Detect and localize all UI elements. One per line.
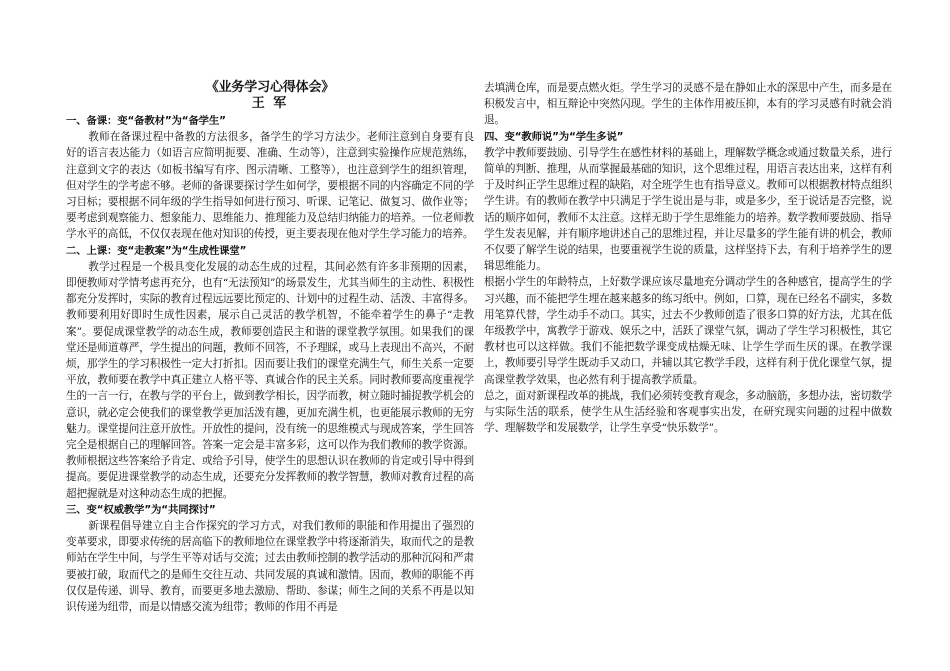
section-4-paragraph-2: 根据小学生的年龄特点，上好数学课应该尽量地充分调动学生的各种感官，提高学生的学习兴趣，而不能把学生埋在越来越多的练习纸中。例如，口算，现在已经名不副实，多数用笔算代替，学生动手不动口。其实，过去不少教师创造了很多口算的好方法，尤其在低年级教学中，寓教学于游戏、娱乐之中，活跃了课堂气氛，调动了学生学习积极性，其它教材也可以这样做。我们不能把数学课变成枯燥无味、让学生学而生厌的课。在教学课上，教师要引导学生既动手又动口，并辅以其它教学手段，这样有利于优化课堂气氛，提高课堂教学效果，也必然有利于提高教学质量。 bbox=[484, 276, 892, 386]
section-1-paragraph: 教师在备课过程中备教的方法很多，备学生的学习方法少。老师注意到自身要有良好的语言表达能力（如语言应简明扼要、准确、生动等），注意到实验操作应规范熟练，注意到文字的表达（如板书编写有序、图示清晰、工整等），也注意到学生的组织管理，但对学生的学考虑不够。老师的备课要探讨学生如何学，要根据不同的内容确定不同的学习目标；要根据不同年级的学生指导如何进行预习、听课、记笔记、做复习、做作业等；要考虑到观察能力、想象能力、思维能力、推理能力及总结归纳能力的培养。一位老师教学水平的高低，不仅仅表现在他对知识的传授，更主要表现在他对学生学习能力的培养。 bbox=[66, 131, 474, 241]
section-4-paragraph-3: 总之，面对新课程改革的挑战，我们必须转变教育观念，多动脑筋，多想办法，密切数学与实际生活的联系，使学生从生活经验和客观事实出发，在研究现实问题的过程中做数学、理解数学和发展数学，让学生享受“快乐数学”。 bbox=[484, 389, 892, 435]
left-column bbox=[66, 80, 474, 615]
section-4-paragraph-1: 教学中教师要鼓励、引导学生在感性材料的基础上，理解数学概念或通过数量关系，进行简单的判断、推理，从而掌握最基础的知识，这个思维过程，用语言表达出来，这样有利于及时纠正学生思维过程的缺陷，对全班学生也有指导意义。教师可以根据教材特点组织学生讲。有的教师在教学中只满足于学生说出是与非，或是多少，至于说话是否完整，说话的顺序如何，教师不太注意。这样无助于学生思维能力的培养。数学教师要鼓励、指导学生发表见解，并有顺序地讲述自己的思维过程，并让尽量多的学生能有讲的机会，教师不仅要了解学生说的结果，也要重视学生说的质量，这样坚持下去，有利于培养学生的逻辑思维能力。 bbox=[484, 146, 892, 273]
section-1-heading: 一、备课：变“备教材”为“备学生” bbox=[66, 115, 226, 127]
document-author: 王 军 bbox=[251, 96, 289, 111]
section-3-paragraph: 新课程倡导建立自主合作探究的学习方式，对我们教师的职能和作用提出了强烈的变革要求，即要求传统的居高临下的教师地位在课堂教学中将逐渐消失，取而代之的是教师站在学生中间，与学生平等对话与交流；过去由教师控制的教学活动的那种沉闷和严肃要被打破，取而代之的是师生交往互动、共同发展的真诚和激情。因而，教师的职能不再仅仅是传递、训导、教育，而要更多地去激励、帮助、参谋；师生之间的关系不再是以知识传递为纽带，而是以情感交流为纽带；教师的作用不再是 bbox=[66, 520, 474, 614]
section-2-heading: 二、上课：变“走教案”为“生成性课堂” bbox=[66, 244, 247, 257]
section-2-paragraph: 教学过程是一个极具变化发展的动态生成的过程，其间必然有许多非预期的因素，即便教师对学情考虑再充分，也有“无法预知”的场景发生，尤其当师生的主动性、积极性都充分发挥时，实际的教育过程远远要比预定的、计划中的过程生动、活泼、丰富得多。教师要利用好即时生成性因素，展示自己灵活的教学机智，不能牵着学生的鼻子“走教案”。要促成课堂教学的动态生成，教师要创造民主和谐的课堂教学氛围。如果我们的课堂还是师道尊严，学生提出的问题，教师不回答，不予理睬，或马上表现出不高兴，不耐烦，那学生的学习积极性一定大打折扣。因而要让我们的课堂充满生气，师生关系一定要平放，教师要在教学中真正建立人格平等、真诚合作的民主关系。同时教师要高度重视学生的一言一行，在教与学的平台上，做到教学相长，因学而教，树立随时捕捉教学机会的意识，就必定会使我们的课堂教学更加活泼有趣，更加充满生机，也更能展示教师的无穷魅力。课堂提问注意开放性。开放性的提问，没有统一的思维模式与现成答案，学生回答完全是根据自己的理解回答。答案一定会是丰富多彩，这可以作为我们教师的教学资源。教师根据这些答案给予肯定、或给予引导，使学生的思想认识在教师的肯定或引导中得到提高。要促进课堂教学的动态生成，还要充分发挥教师的教学智慧，教师对教育过程的高超把握就是对这种动态生成的把握。 bbox=[66, 260, 474, 500]
section-3-heading: 三、变“权威教学”为“共同探讨” bbox=[66, 503, 216, 516]
section-4-heading: 四、变“教师说”为“学生多说” bbox=[484, 130, 624, 143]
document-title: 《业务学习心得体会》 bbox=[205, 80, 335, 95]
section-3-continuation: 去填满仓库，而是要点燃火炬。学生学习的灵感不是在静如止水的深思中产生，而多是在积极发言中，相互辩论中突然闪现。学生的主体作用被压抑，本有的学习灵感有时就会消退。 bbox=[484, 82, 892, 127]
right-column bbox=[484, 80, 892, 436]
